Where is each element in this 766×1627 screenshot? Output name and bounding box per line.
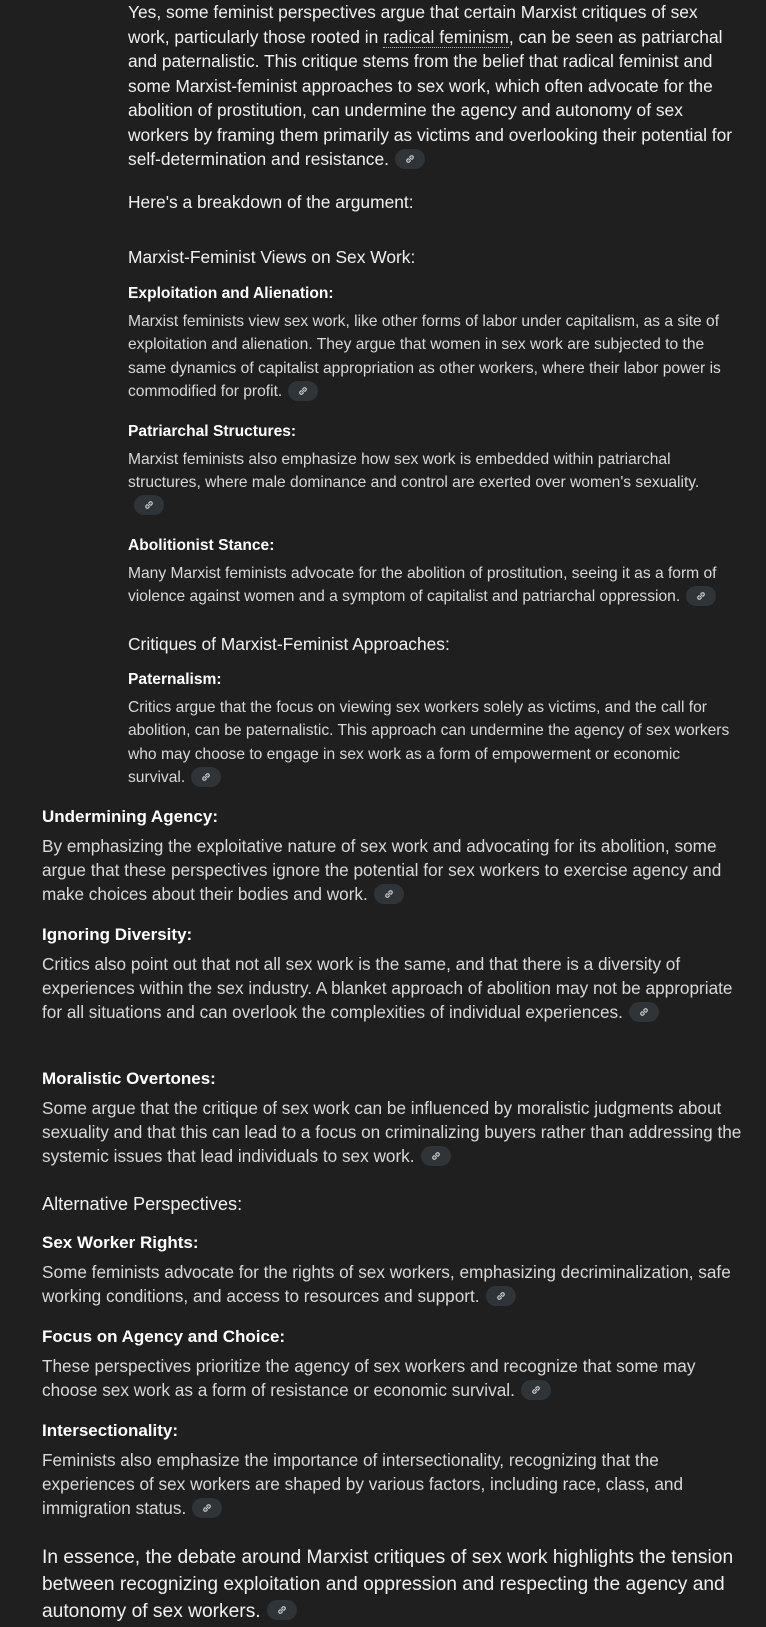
- item-title: Abolitionist Stance:: [128, 537, 275, 554]
- item-body: Marxist feminists also emphasize how sex work is embedded within patriarchal structures, where male dominance and control are exerted over women's sexuality.: [128, 448, 734, 518]
- item-body: Marxist feminists view sex work, like other forms of labor under capitalism, as a site of exploitation and alienation. They argue that women in sex work are subjected to the same dynamics of capitalist appropriation as other workers, where their labor power is commodified for profit.: [128, 313, 721, 401]
- citation-chip[interactable]: [629, 1002, 659, 1022]
- link-icon: [530, 1384, 542, 1396]
- link-icon: [143, 499, 155, 511]
- citation-chip[interactable]: [421, 1146, 451, 1166]
- item-body: Some argue that the critique of sex work can be influenced by moralistic judgments about sexuality and that this can lead to a focus on criminalizing buyers rather than addressing the systemic issues that lead individuals to sex work.: [42, 1098, 742, 1167]
- list-item: [42, 924, 742, 1025]
- citation-chip[interactable]: [486, 1286, 516, 1306]
- citation-chip[interactable]: [521, 1380, 551, 1400]
- breakdown-intro: Here's a breakdown of the argument:: [128, 192, 414, 212]
- item-title: Patriarchal Structures:: [128, 423, 297, 440]
- list-item: [128, 422, 734, 518]
- section-heading-alternative-perspectives: Alternative Perspectives:: [42, 1194, 243, 1214]
- item-title: Paternalism:: [128, 671, 222, 688]
- intro-text-after: , can be seen as patriarchal and paternalistic. This critique stems from the belief that radical feminist and some Marxist-feminist approaches to sex work, which often advocate for the abolition of prostitution, can undermine the agency and autonomy of sex workers by framing them primarily as victims and overlooking their potential for self-determination and resistance.: [128, 26, 733, 169]
- citation-chip[interactable]: [374, 884, 404, 904]
- link-icon: [495, 1290, 507, 1302]
- conclusion-paragraph: In essence, the debate around Marxist critiques of sex work highlights the tension between recognizing exploitation and oppression and respecting the agency and autonomy of sex workers.: [42, 1547, 734, 1622]
- intro-text-before: Yes, some feminist perspectives argue that certain Marxist critiques of sex work, particularly those rooted in: [128, 2, 698, 47]
- citation-chip[interactable]: [288, 381, 318, 401]
- item-body: Many Marxist feminists advocate for the abolition of prostitution, seeing it as a form of violence against women and a symptom of capitalist and patriarchal oppression.: [128, 565, 717, 606]
- item-body: These perspectives prioritize the agency of sex workers and recognize that some may choose sex work as a form of resistance or economic survival.: [42, 1356, 696, 1401]
- item-body: Some feminists advocate for the rights of sex workers, emphasizing decriminalization, safe working conditions, and access to resources and support.: [42, 1262, 731, 1307]
- list-item: [42, 1420, 742, 1521]
- citation-chip[interactable]: [192, 1498, 222, 1518]
- link-icon: [695, 590, 707, 602]
- item-title: Sex Worker Rights:: [42, 1233, 199, 1252]
- item-body: Critics argue that the focus on viewing sex workers solely as victims, and the call for abolition, can be paternalistic. This approach can undermine the agency of sex workers who may choose to engage in sex work as a form of empowerment or economic survival.: [128, 699, 730, 787]
- list-item: [42, 1326, 742, 1402]
- radical-feminism-link[interactable]: radical feminism: [383, 26, 509, 47]
- item-body: By emphasizing the exploitative nature of sex work and advocating for its abolition, some argue that these perspectives ignore the potential for sex workers to exercise agency and make choices about their bodies and work.: [42, 836, 722, 905]
- item-title: Undermining Agency:: [42, 807, 218, 826]
- item-body: Feminists also emphasize the importance of intersectionality, recognizing that the experiences of sex workers are shaped by various factors, including race, class, and immigration status.: [42, 1450, 684, 1519]
- link-icon: [383, 888, 395, 900]
- item-title: Moralistic Overtones:: [42, 1069, 216, 1088]
- item-title: Ignoring Diversity:: [42, 925, 193, 944]
- citation-chip[interactable]: [686, 586, 716, 606]
- item-title: Intersectionality:: [42, 1421, 179, 1440]
- section-heading-marxist-feminist-views: Marxist-Feminist Views on Sex Work:: [128, 247, 416, 267]
- list-item: [42, 1232, 742, 1308]
- section-heading-critiques: Critiques of Marxist-Feminist Approaches:: [128, 634, 450, 654]
- item-title: Focus on Agency and Choice:: [42, 1327, 286, 1346]
- citation-chip[interactable]: [191, 767, 221, 787]
- citation-chip[interactable]: [395, 149, 425, 169]
- link-icon: [201, 1502, 213, 1514]
- list-item: [128, 536, 734, 609]
- link-icon: [638, 1006, 650, 1018]
- intro-paragraph: [128, 0, 734, 172]
- list-item: [128, 670, 734, 790]
- link-icon: [297, 385, 309, 397]
- citation-chip[interactable]: [134, 495, 164, 515]
- citation-chip[interactable]: [267, 1600, 297, 1620]
- item-body: Critics also point out that not all sex work is the same, and that there is a diversity of experiences within the sex industry. A blanket approach of abolition may not be appropriate for all situations and can overlook the complexities of individual experiences.: [42, 954, 733, 1023]
- link-icon: [404, 153, 416, 165]
- link-icon: [200, 771, 212, 783]
- list-item: [42, 806, 742, 907]
- link-icon: [430, 1150, 442, 1162]
- item-title: Exploitation and Alienation:: [128, 285, 334, 302]
- list-item: [128, 284, 734, 404]
- link-icon: [276, 1604, 288, 1616]
- list-item: [42, 1068, 742, 1169]
